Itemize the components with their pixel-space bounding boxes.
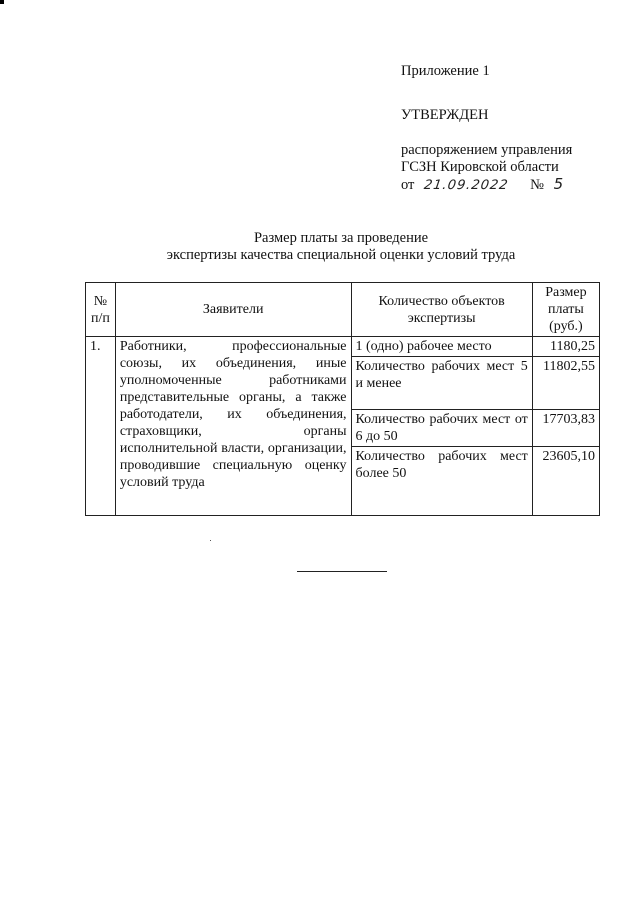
- header-fee: Размер платы (руб.): [532, 283, 599, 337]
- fee-cell: 17703,83: [532, 410, 599, 447]
- fee-cell: 23605,10: [532, 447, 599, 516]
- object-cell: Количество рабочих мест 5 и менее: [351, 357, 532, 410]
- appendix-label: Приложение 1: [401, 63, 490, 79]
- object-cell: Количество рабочих мест от 6 до 50: [351, 410, 532, 447]
- fee-cell: 1180,25: [532, 337, 599, 357]
- number-sign: №: [530, 177, 544, 193]
- approved-label: УТВЕРЖДЕН: [401, 107, 489, 123]
- title-line-1: Размер платы за проведение: [253, 230, 429, 246]
- scan-corner-mark: [0, 0, 4, 4]
- object-cell: Количество рабочих мест более 50: [351, 447, 532, 516]
- date-prefix: от: [401, 177, 415, 193]
- header-number: № п/п: [86, 283, 116, 337]
- fee-table: [85, 282, 600, 516]
- header-objects: Количество объектов экспертизы: [351, 283, 532, 337]
- title-line-2: экспертизы качества специальной оценки условий труда: [166, 247, 516, 263]
- order-line-1: распоряжением управления: [401, 142, 573, 158]
- applicants-cell: Работники, профессиональные союзы, их объединения, иные уполномоченные работниками представительные органы, а также работодатели, их объединения, страховщики, органы исполнительной власти, организации, проводившие специальную оценку условий труда: [115, 337, 351, 516]
- document-title: [0, 230, 640, 264]
- table-row: [86, 337, 600, 357]
- fee-cell: 11802,55: [532, 357, 599, 410]
- order-line-2: ГСЗН Кировской области: [401, 159, 559, 175]
- handwritten-number: 5: [553, 175, 565, 193]
- end-separator-line: [297, 571, 387, 572]
- approval-block: [401, 63, 572, 194]
- row-number: 1.: [86, 337, 116, 516]
- date-row: [401, 176, 572, 194]
- handwritten-date: 21.09.2022: [422, 178, 510, 193]
- object-cell: 1 (одно) рабочее место: [351, 337, 532, 357]
- scan-dot: [210, 540, 211, 541]
- table-header-row: [86, 283, 600, 337]
- header-applicants: Заявители: [115, 283, 351, 337]
